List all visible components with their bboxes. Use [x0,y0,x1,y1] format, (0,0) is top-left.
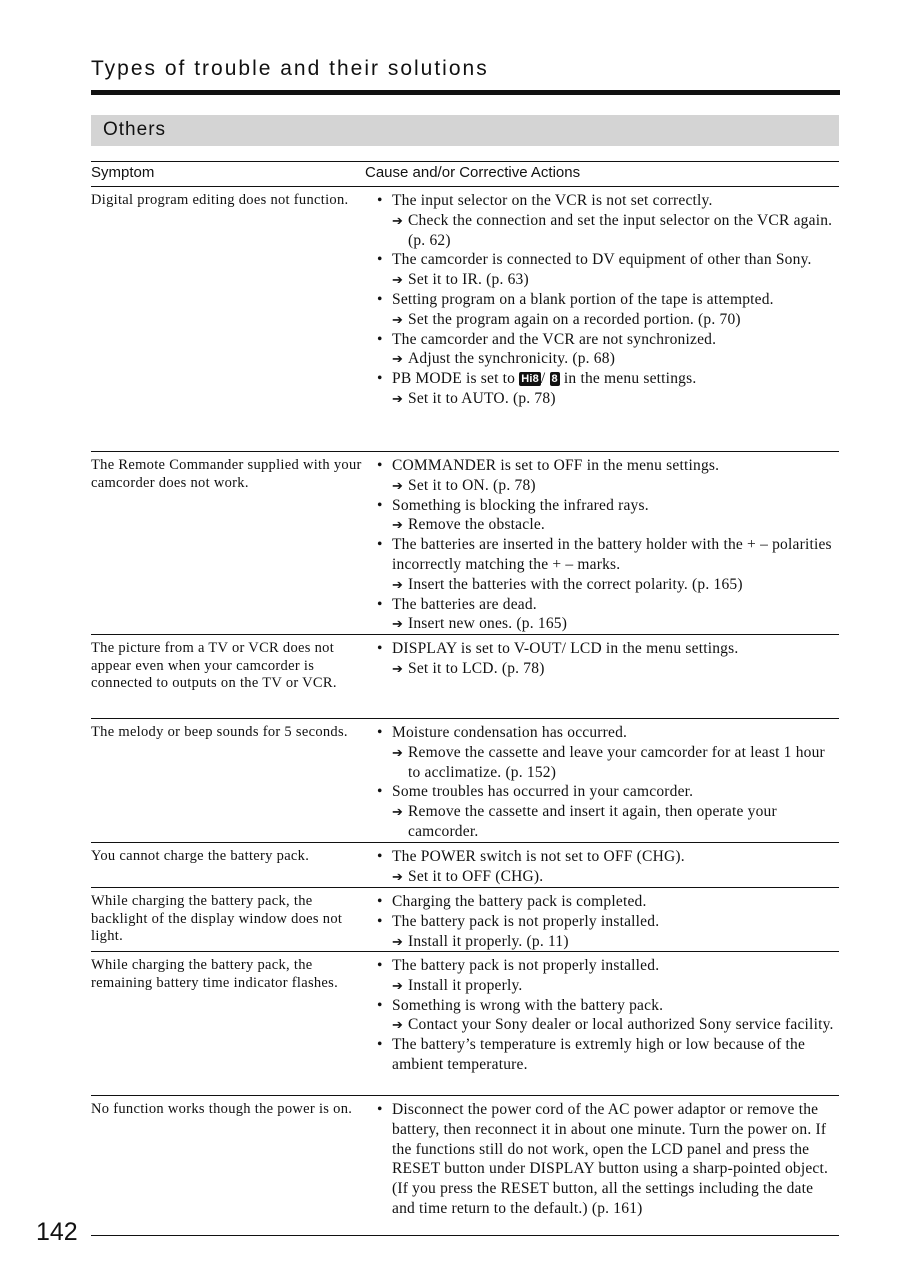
section-header-bar [91,115,839,146]
symptom-text: While charging the battery pack, the backlight of the display window does not light. [91,893,343,944]
table-row [91,1096,839,1244]
bullet-icon: • [377,724,383,741]
bullet-icon: • [377,370,383,388]
bullet-icon: • [377,640,383,657]
arrow-right-icon: ➔ [392,351,404,367]
cause-text: Something is wrong with the battery pack. [392,996,664,1014]
fix-text: Install it properly. [408,976,523,994]
cause-item [365,996,839,1016]
fix-item [365,310,839,330]
cause-text: The battery pack is not properly installed. [392,957,660,974]
fix-item [365,867,839,887]
cause-text: The POWER switch is not set to OFF (CHG). [392,848,685,865]
cause-item [365,782,839,802]
fix-text: Set it to OFF (CHG). [408,867,544,885]
symptom-text: The picture from a TV or VCR does not appear even when your camcorder is connected to outputs on the TV or VCR. [91,640,337,691]
cause-item [365,1035,839,1075]
cause-text: Moisture condensation has occurred. [392,724,628,741]
fix-item [365,614,839,634]
fix-text: Insert new ones. (p. 165) [408,615,568,633]
cause-item [365,330,839,350]
section-title: Others [103,119,167,140]
table-row [91,952,839,1096]
fix-text: Insert the batteries with the correct polarity. (p. 165) [408,575,743,593]
fix-text: Check the connection and set the input selector on the VCR again. (p. 62) [408,211,833,249]
cause-item [365,639,839,659]
fix-text: Contact your Sony dealer or local authorized Sony service facility. [408,1016,834,1034]
symptom-text: While charging the battery pack, the remaining battery time indicator flashes. [91,957,339,991]
causes-cell [365,639,839,679]
fix-text: Set it to IR. (p. 63) [408,271,529,289]
arrow-right-icon: ➔ [392,977,404,993]
bullet-icon: • [377,496,383,514]
bullet-icon: • [377,996,383,1014]
cause-item [365,595,839,615]
bullet-icon: • [377,290,383,308]
arrow-right-icon: ➔ [392,616,404,632]
footer-rule [91,1235,839,1236]
cause-text: PB MODE is set to [392,370,516,388]
table-row [91,187,839,452]
page-header-title: Types of trouble and their solutions [91,57,489,80]
table-row [91,452,839,635]
bullet-icon: • [377,957,383,974]
bullet-icon: • [377,251,383,269]
causes-cell [365,892,839,951]
cause-text: The battery’s temperature is extremly high or low because of the ambient temperature. [392,1036,806,1073]
cause-item [365,290,839,310]
bullet-icon: • [377,1036,383,1054]
arrow-right-icon: ➔ [392,804,404,820]
symptom-column-header: Symptom [91,164,155,181]
fix-text: Adjust the synchronicity. (p. 68) [408,350,616,368]
symptom-text: No function works though the power is on. [91,1101,353,1117]
fix-text: Set it to ON. (p. 78) [408,476,536,494]
cause-text: Setting program on a blank portion of the tape is attempted. [392,290,774,308]
fix-item [365,802,839,842]
cause-item [365,191,839,211]
cause-text: DISPLAY is set to V-OUT/ LCD in the menu settings. [392,640,739,657]
bullet-icon: • [377,330,383,348]
fix-item [365,932,839,952]
symptom-text: The Remote Commander supplied with your camcorder does not work. [91,457,362,491]
bullet-icon: • [377,893,383,910]
cause-item [365,535,839,575]
arrow-right-icon: ➔ [392,477,404,493]
fix-item [365,349,839,369]
cause-text: The camcorder is connected to DV equipment of other than Sony. [392,251,812,269]
cause-text: The battery pack is not properly installed. [392,912,660,930]
fix-text: Set the program again on a recorded portion. (p. 70) [408,310,741,328]
arrow-right-icon: ➔ [392,272,404,288]
bullet-icon: • [377,536,383,554]
cause-item [365,956,839,976]
cause-item [365,369,839,389]
fix-item [365,270,839,290]
fix-item [365,476,839,496]
bullet-icon: • [377,912,383,930]
bullet-icon: • [377,848,383,865]
causes-cell [365,956,839,1075]
cause-item [365,250,839,270]
cause-text: The input selector on the VCR is not set correctly. [392,192,713,209]
cause-text: Disconnect the power cord of the AC power adaptor or remove the battery, then reconnect it in about one minute. Turn the power on. If the functions still do not work, open the LCD panel and press the RESET button under DISPLAY button using a sharp-pointed object. (If you press the RESET button, all the settings including the date and time return to the default.) (p. 161) [392,1101,829,1217]
cause-item [365,456,839,476]
fix-item [365,1015,839,1035]
arrow-right-icon: ➔ [392,660,404,676]
table-row [91,719,839,843]
arrow-right-icon: ➔ [392,517,404,533]
badge-separator: / [540,370,546,388]
arrow-right-icon: ➔ [392,868,404,884]
fix-text: Install it properly. (p. 11) [408,932,569,950]
table-row [91,843,839,888]
bullet-icon: • [377,457,383,474]
cause-text: Something is blocking the infrared rays. [392,496,649,514]
cause-text: Charging the battery pack is completed. [392,893,647,910]
cause-text: The batteries are dead. [392,595,537,613]
causes-cell [365,191,839,409]
cause-item [365,847,839,867]
hi8-badge-icon: Hi8 [521,373,539,386]
cause-text: The camcorder and the VCR are not synchronized. [392,330,717,348]
cause-text: Some troubles has occurred in your camcorder. [392,783,694,801]
cause-item [365,892,839,912]
causes-cell [365,847,839,887]
fix-item [365,659,839,679]
cause-item [365,496,839,516]
causes-cell [365,723,839,842]
cause-text: in the menu settings. [563,370,697,388]
fix-item [365,575,839,595]
8mm-badge-icon: 8 [551,373,558,386]
cause-item [365,723,839,743]
causes-column-header: Cause and/or Corrective Actions [365,164,581,181]
table-row [91,635,839,719]
cause-item [365,912,839,932]
bullet-icon: • [377,595,383,613]
arrow-right-icon: ➔ [392,212,404,228]
page-number: 142 [36,1218,78,1246]
header-rule [91,90,840,95]
symptom-text: You cannot charge the battery pack. [91,848,310,864]
fix-item [365,743,839,783]
table-header [91,161,839,187]
fix-item [365,211,839,251]
fix-item [365,389,839,409]
fix-text: Set it to LCD. (p. 78) [408,659,545,677]
cause-text: The batteries are inserted in the battery holder with the + – polarities incorrectly matching the + – marks. [392,536,832,573]
symptom-text: The melody or beep sounds for 5 seconds. [91,724,348,740]
fix-text: Remove the obstacle. [408,516,545,534]
arrow-right-icon: ➔ [392,744,404,760]
bullet-icon: • [377,192,383,209]
arrow-right-icon: ➔ [392,311,404,327]
arrow-right-icon: ➔ [392,933,404,949]
fix-item [365,515,839,535]
troubleshooting-table [91,161,839,1244]
symptom-text: Digital program editing does not function. [91,192,349,208]
bullet-icon: • [377,783,383,801]
fix-text: Remove the cassette and leave your camcorder for at least 1 hour to acclimatize. (p. 152) [408,743,825,781]
bullet-icon: • [377,1101,383,1118]
fix-text: Set it to AUTO. (p. 78) [408,389,556,407]
cause-text: COMMANDER is set to OFF in the menu settings. [392,457,720,474]
table-row [91,888,839,952]
fix-item [365,976,839,996]
arrow-right-icon: ➔ [392,576,404,592]
causes-cell [365,456,839,634]
cause-item [365,1100,839,1219]
arrow-right-icon: ➔ [392,390,404,406]
arrow-right-icon: ➔ [392,1017,404,1033]
fix-text: Remove the cassette and insert it again, then operate your camcorder. [408,803,777,840]
causes-cell [365,1100,839,1219]
